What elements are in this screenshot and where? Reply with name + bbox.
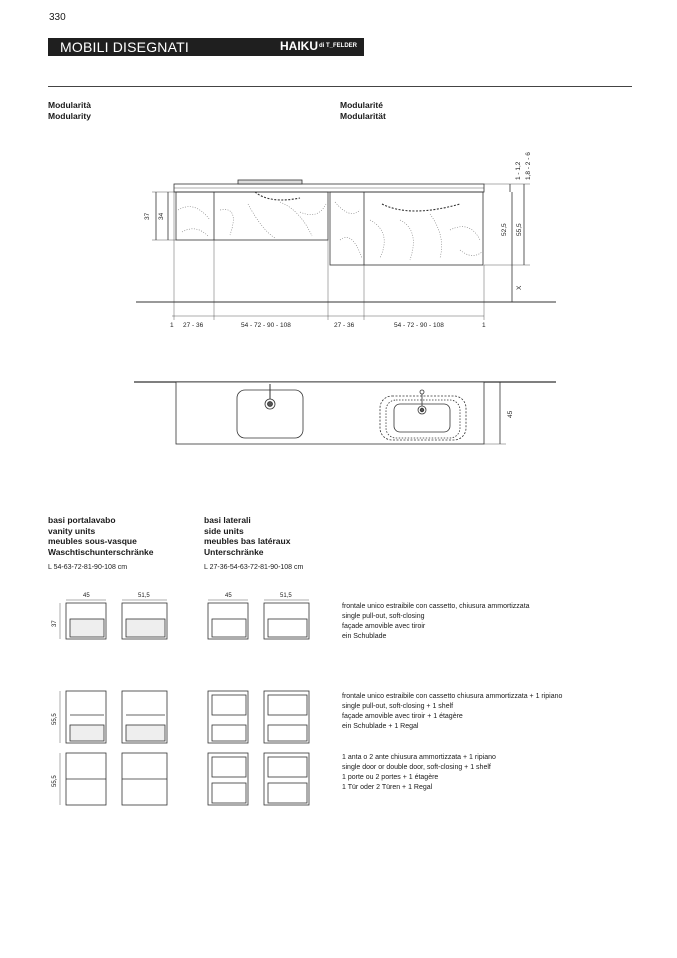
- side-it: basi laterali: [204, 515, 251, 525]
- elevation-drawing: [0, 140, 677, 340]
- row2-desc-it: frontale unico estraibile con cassetto chiusura ammortizzata + 1 ripiano: [342, 693, 563, 700]
- dim-bottom-6: 1: [482, 322, 486, 329]
- row1-desc-en: single pull-out, soft-closing: [342, 613, 425, 620]
- plan-depth-dim: 45: [507, 410, 514, 418]
- header-rule: [48, 86, 632, 87]
- side-en: side units: [204, 525, 244, 536]
- modularity-labels-left: [48, 100, 91, 122]
- dim-bottom-5: 54 - 72 - 90 - 108: [394, 322, 444, 329]
- vanity-sizes: L 54-63-72-81-90-108 cm: [48, 564, 128, 571]
- row1-depth-a-right: 45: [225, 593, 232, 599]
- side-de: Unterschränke: [204, 546, 264, 557]
- dim-top-thickness-alt: 1,8 - 2 - 6: [525, 152, 532, 180]
- dim-bottom-3: 54 - 72 - 90 - 108: [241, 322, 291, 329]
- dim-52-5: 52,5: [501, 223, 508, 236]
- row2-description: [342, 692, 562, 732]
- header-title: MOBILI DISEGNATI: [60, 39, 189, 55]
- side-labels: [204, 515, 290, 557]
- side-sizes: L 27-36-54-63-72-81-90-108 cm: [204, 564, 304, 571]
- row1-desc-it: frontale unico estraibile con cassetto, chiusura ammortizzata: [342, 603, 530, 610]
- dim-37: 37: [144, 212, 151, 220]
- row3-height: 55,5: [52, 775, 58, 787]
- dim-top-thickness: 1 - 1,2: [515, 161, 522, 180]
- plan-drawing: [0, 370, 677, 460]
- dim-34: 34: [158, 212, 165, 220]
- row3-desc-en: single door or double door, soft-closing + 1 shelf: [342, 764, 491, 771]
- dim-55-5: 55,5: [516, 223, 523, 236]
- dim-bottom-4: 27 - 36: [334, 322, 355, 329]
- vanity-it: basi portalavabo: [48, 515, 116, 525]
- page-number: 330: [49, 12, 66, 23]
- vanity-de: Waschtischunterschränke: [48, 546, 154, 557]
- row2-desc-fr: façade amovible avec tiroir + 1 étagère: [342, 713, 463, 720]
- row1-description: [342, 602, 530, 642]
- row1-depth-b-right: 51,5: [280, 593, 292, 599]
- dim-x: X: [516, 285, 523, 290]
- vanity-en: vanity units: [48, 525, 96, 536]
- header-band: [48, 38, 364, 56]
- header-brand: HAIKU: [280, 39, 318, 53]
- modularity-labels-right: [340, 100, 386, 122]
- vanity-fr: meubles sous-vasque: [48, 536, 137, 546]
- vanity-labels: [48, 515, 154, 557]
- modularity-it: Modularità: [48, 100, 91, 110]
- modularity-en: Modularity: [48, 111, 91, 121]
- modularity-fr: Modularité: [340, 100, 383, 110]
- row2-desc-en: single pull-out, soft-closing + 1 shelf: [342, 703, 454, 710]
- row1-desc-de: ein Schublade: [342, 633, 387, 640]
- dim-bottom-2: 27 - 36: [183, 322, 204, 329]
- row3-desc-it: 1 anta o 2 ante chiusura ammortizzata + 1 ripiano: [342, 754, 496, 761]
- side-fr: meubles bas latéraux: [204, 536, 291, 546]
- dim-bottom-1: 1: [170, 322, 174, 329]
- row1-desc-fr: façade amovible avec tiroir: [342, 623, 426, 630]
- row3-desc-de: 1 Tür oder 2 Türen + 1 Regal: [342, 784, 433, 791]
- unit-sections-drawing: [0, 585, 340, 810]
- row1-height: 37: [52, 620, 58, 627]
- row1-depth-b-left: 51,5: [138, 593, 150, 599]
- modularity-de: Modularität: [340, 111, 386, 121]
- row2-height: 55,5: [52, 713, 58, 725]
- row3-description: [342, 753, 496, 793]
- row1-depth-a-left: 45: [83, 593, 90, 599]
- header-subbrand: di T_FELDER: [319, 43, 358, 49]
- row3-desc-fr: 1 porte ou 2 portes + 1 étagère: [342, 774, 439, 781]
- row2-desc-de: ein Schublade + 1 Regal: [342, 723, 419, 730]
